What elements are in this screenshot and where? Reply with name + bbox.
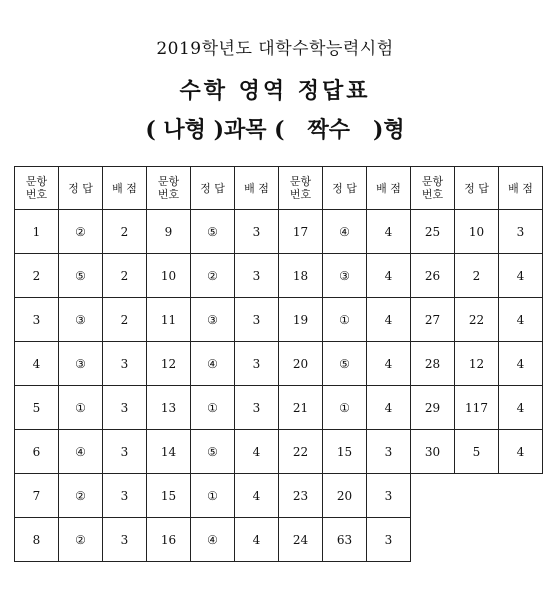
question-number-cell: 1 [15,210,59,254]
table-row [15,430,543,474]
score-cell: 4 [235,518,279,562]
question-number-cell: 22 [279,430,323,474]
question-number-cell: 30 [411,430,455,474]
question-number-cell: 5 [15,386,59,430]
answer-cell: 20 [323,474,367,518]
question-number-cell: 10 [147,254,191,298]
score-cell: 3 [367,430,411,474]
question-number-cell: 11 [147,298,191,342]
score-cell: 3 [103,518,147,562]
answer-cell: ① [323,386,367,430]
table-row [15,386,543,430]
table-row [15,518,543,562]
question-number-cell: 29 [411,386,455,430]
empty-cell [411,474,543,518]
header-question-number-line2: 번호 [157,188,180,201]
question-number-cell: 13 [147,386,191,430]
header-score: 배 점 [367,167,411,210]
type-value: 나형 [155,117,214,143]
score-cell: 3 [103,386,147,430]
header-question-number-line1: 문항 [289,175,312,188]
answer-cell: 63 [323,518,367,562]
question-number-cell: 17 [279,210,323,254]
question-number-cell: 6 [15,430,59,474]
header-question-number [411,167,455,210]
question-number-cell: 7 [15,474,59,518]
type-close: )형 [373,117,405,143]
answer-cell: ③ [59,298,103,342]
question-number-cell: 12 [147,342,191,386]
question-number-cell: 28 [411,342,455,386]
question-number-cell: 14 [147,430,191,474]
exam-title: 2019학년도 대학수학능력시험 [156,39,394,59]
answer-cell: 2 [455,254,499,298]
header-question-number [15,167,59,210]
score-cell: 4 [367,210,411,254]
score-cell: 4 [367,386,411,430]
question-number-cell: 20 [279,342,323,386]
question-number-cell: 15 [147,474,191,518]
header-question-number-line2: 번호 [421,188,444,201]
type-open-paren: ( [145,117,156,143]
question-number-cell: 25 [411,210,455,254]
score-cell: 3 [103,342,147,386]
answer-cell: ③ [191,298,235,342]
header-score: 배 점 [103,167,147,210]
header-question-number [147,167,191,210]
score-cell: 4 [235,430,279,474]
header-question-number-line2: 번호 [25,188,48,201]
table-header-row [15,167,543,210]
score-cell: 4 [367,298,411,342]
score-cell: 2 [103,210,147,254]
question-number-cell: 8 [15,518,59,562]
answer-cell: ④ [59,430,103,474]
answer-cell: ⑤ [191,430,235,474]
score-cell: 3 [103,474,147,518]
answer-cell: ③ [59,342,103,386]
score-cell: 3 [235,254,279,298]
header-answer: 정 답 [191,167,235,210]
score-cell: 4 [499,298,543,342]
question-number-cell: 4 [15,342,59,386]
question-number-cell: 27 [411,298,455,342]
header-question-number-line1: 문항 [25,175,48,188]
question-number-cell: 26 [411,254,455,298]
score-cell: 4 [367,254,411,298]
score-cell: 2 [103,254,147,298]
score-cell: 3 [235,298,279,342]
table-row [15,298,543,342]
question-number-cell: 19 [279,298,323,342]
type-line [0,113,550,144]
question-number-cell: 16 [147,518,191,562]
question-number-cell: 18 [279,254,323,298]
answer-cell: ⑤ [323,342,367,386]
question-number-cell: 23 [279,474,323,518]
table-row [15,474,543,518]
empty-cell [411,518,543,562]
answer-cell: ② [59,518,103,562]
header-score: 배 점 [499,167,543,210]
answer-cell: 22 [455,298,499,342]
score-cell: 3 [235,386,279,430]
table-row [15,342,543,386]
answer-cell: ① [323,298,367,342]
header-question-number [279,167,323,210]
answer-cell: 12 [455,342,499,386]
answer-cell: ⑤ [59,254,103,298]
header-question-number-line1: 문항 [421,175,444,188]
score-cell: 4 [499,430,543,474]
header-answer: 정 답 [59,167,103,210]
question-number-cell: 21 [279,386,323,430]
score-cell: 4 [499,386,543,430]
answer-cell: 10 [455,210,499,254]
answer-cell: ④ [191,342,235,386]
question-number-cell: 9 [147,210,191,254]
answer-cell: 15 [323,430,367,474]
score-cell: 3 [367,474,411,518]
score-cell: 4 [499,254,543,298]
answer-cell: ⑤ [191,210,235,254]
score-cell: 3 [499,210,543,254]
answer-cell: ① [191,474,235,518]
score-cell: 3 [235,342,279,386]
answer-cell: ① [191,386,235,430]
answer-table [14,166,543,562]
header-answer: 정 답 [323,167,367,210]
answer-cell: ② [59,210,103,254]
score-cell: 4 [499,342,543,386]
score-cell: 3 [367,518,411,562]
table-row [15,210,543,254]
answer-cell: ④ [191,518,235,562]
score-cell: 2 [103,298,147,342]
question-number-cell: 3 [15,298,59,342]
header-question-number-line2: 번호 [289,188,312,201]
score-cell: 4 [367,342,411,386]
parity-value: 짝수 [284,117,374,143]
answer-table-body [15,167,543,562]
subject-title: 수학 영역 정답표 [179,78,371,104]
header-score: 배 점 [235,167,279,210]
header-question-number-line1: 문항 [157,175,180,188]
type-close-subject: )과목 ( [213,117,285,143]
header-answer: 정 답 [455,167,499,210]
answer-cell: ② [59,474,103,518]
question-number-cell: 2 [15,254,59,298]
score-cell: 3 [235,210,279,254]
table-row [15,254,543,298]
question-number-cell: 24 [279,518,323,562]
score-cell: 4 [235,474,279,518]
answer-cell: 5 [455,430,499,474]
answer-cell: 117 [455,386,499,430]
answer-cell: ④ [323,210,367,254]
answer-cell: ② [191,254,235,298]
score-cell: 3 [103,430,147,474]
answer-cell: ① [59,386,103,430]
answer-cell: ③ [323,254,367,298]
